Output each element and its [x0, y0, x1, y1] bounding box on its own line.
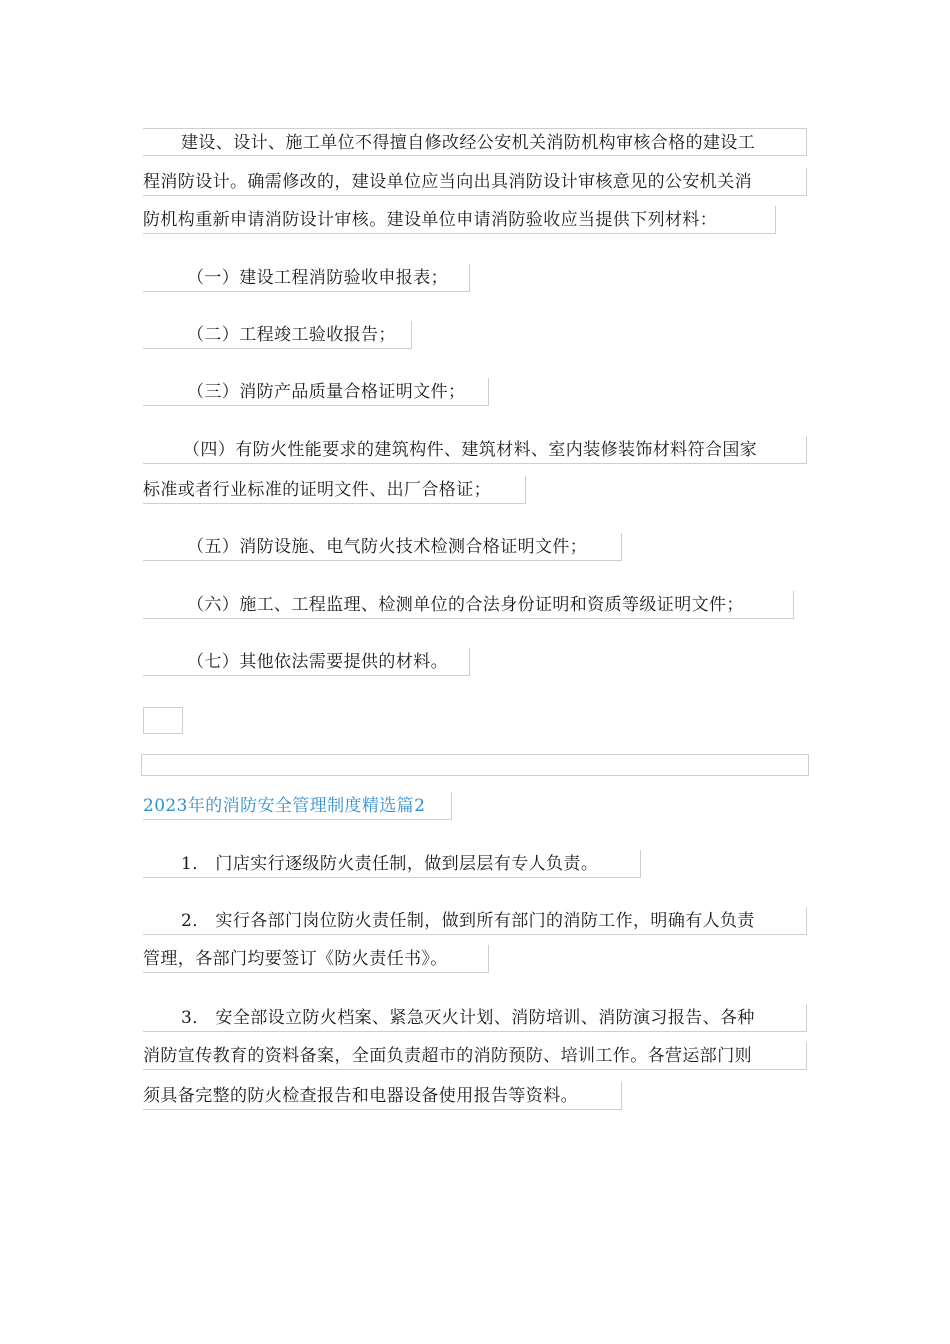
list-item: （四）有防火性能要求的建筑构件、建筑材料、室内装修装饰材料符合国家: [143, 436, 807, 464]
rule-item: 管理，各部门均要签订《防火责任书》。: [143, 945, 489, 973]
rule-item: 1． 门店实行逐级防火责任制，做到层层有专人负责。: [143, 850, 641, 878]
list-item: （二）工程竣工验收报告；: [143, 321, 412, 349]
list-item: （三）消防产品质量合格证明文件；: [143, 378, 489, 406]
paragraph-line: 程消防设计。确需修改的，建设单位应当向出具消防设计审核意见的公安机关消: [143, 168, 807, 196]
list-item: 标准或者行业标准的证明文件、出厂合格证；: [143, 476, 526, 504]
rule-item: 须具备完整的防火检查报告和电器设备使用报告等资料。: [143, 1082, 622, 1110]
empty-text-box: [141, 754, 809, 776]
paragraph-line: 建设、设计、施工单位不得擅自修改经公安机关消防机构审核合格的建设工: [143, 128, 807, 156]
paragraph-line: 防机构重新申请消防设计审核。建设单位申请消防验收应当提供下列材料：: [143, 206, 776, 234]
rule-item: 3． 安全部设立防火档案、紧急灭火计划、消防培训、消防演习报告、各种: [143, 1004, 807, 1032]
list-item: （五）消防设施、电气防火技术检测合格证明文件；: [143, 533, 622, 561]
section-heading: 2023年的消防安全管理制度精选篇2: [143, 792, 452, 820]
list-item: （七）其他依法需要提供的材料。: [143, 648, 470, 676]
rule-item: 消防宣传教育的资料备案，全面负责超市的消防预防、培训工作。各营运部门则: [143, 1042, 807, 1070]
list-item: （一）建设工程消防验收申报表；: [143, 264, 470, 292]
list-item: （六）施工、工程监理、检测单位的合法身份证明和资质等级证明文件；: [143, 591, 794, 619]
rule-item: 2． 实行各部门岗位防火责任制，做到所有部门的消防工作，明确有人负责: [143, 907, 807, 935]
empty-text-box: [143, 707, 183, 734]
